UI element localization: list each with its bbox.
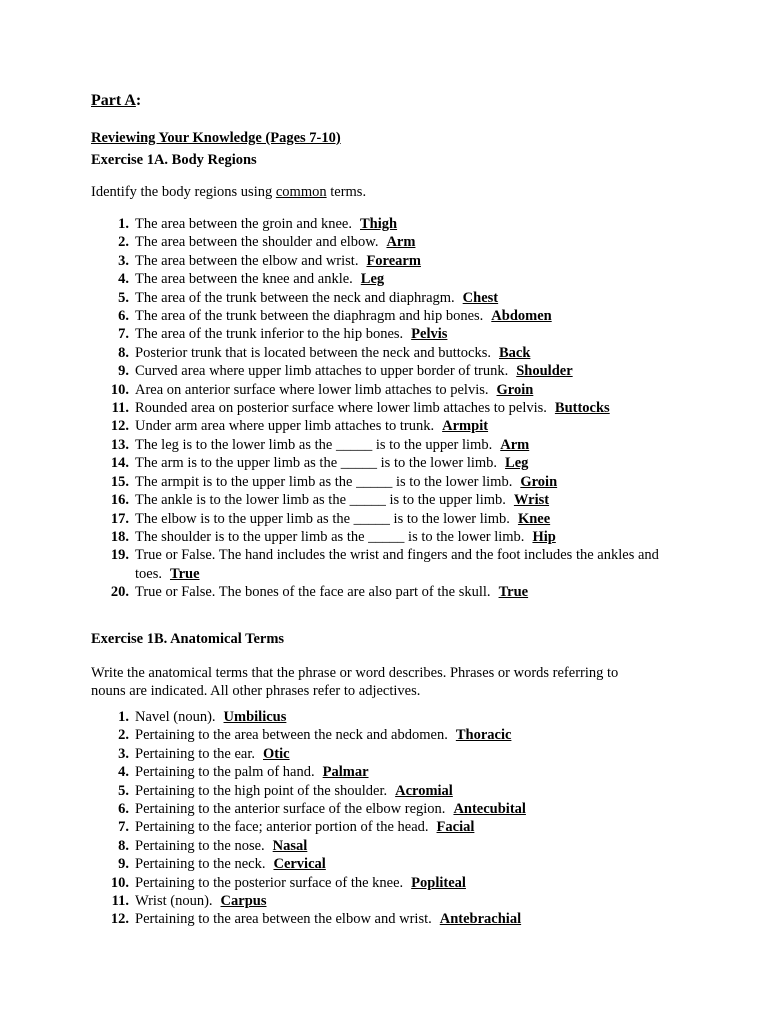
list-item	[91, 800, 711, 818]
item-question: Pertaining to the neck.	[135, 856, 266, 873]
item-answer: Pelvis	[411, 326, 448, 343]
exercise-1a-list	[91, 215, 711, 602]
item-number: 8.	[118, 344, 129, 361]
item-question: Wrist (noun).	[135, 893, 213, 910]
item-answer: Arm	[500, 436, 530, 453]
item-answer: Leg	[360, 271, 385, 288]
item-number: 5.	[118, 289, 129, 306]
list-item	[91, 270, 711, 288]
item-answer: Carpus	[220, 893, 267, 910]
item-question: Under arm area where upper limb attaches to trunk.	[135, 418, 435, 435]
list-item	[91, 837, 711, 855]
item-question: The shoulder is to the upper limb as the _____ is to the lower limb.	[135, 528, 525, 545]
item-question: Pertaining to the area between the neck and abdomen.	[135, 727, 448, 744]
list-item	[91, 528, 711, 546]
item-number: 19.	[110, 547, 129, 564]
list-item	[91, 763, 711, 781]
item-question: Navel (noun).	[135, 709, 216, 725]
item-number: 7.	[118, 326, 129, 343]
section-heading-text: Reviewing Your Knowledge (Pages 7-10)	[91, 130, 341, 146]
item-number: 11.	[111, 893, 129, 910]
item-number: 17.	[110, 510, 129, 527]
exercise-1b-intro	[91, 664, 618, 700]
intro-1b-line1: Write the anatomical terms that the phrase or word describes. Phrases or words referring to	[91, 665, 619, 681]
item-answer: Thigh	[360, 216, 398, 232]
list-item	[91, 491, 711, 509]
list-item	[91, 726, 711, 744]
item-answer: Nasal	[272, 837, 308, 854]
item-number: 13.	[110, 436, 129, 453]
intro-1b-line2: nouns are indicated. All other phrases refer to adjectives.	[91, 683, 421, 699]
list-item	[91, 307, 711, 325]
item-number: 14.	[110, 455, 129, 472]
item-answer: Wrist	[513, 492, 550, 509]
item-number: 10.	[110, 874, 129, 891]
list-item	[91, 708, 711, 726]
exercise-1b-list	[91, 708, 711, 929]
intro-underlined-word: common	[275, 184, 327, 200]
list-item	[91, 289, 711, 307]
item-answer: Acromial	[395, 782, 453, 799]
item-question: Area on anterior surface where lower limb attaches to pelvis.	[135, 381, 489, 398]
item-question: True or False. The hand includes the wrist and fingers and the foot includes the ankles and toes.	[135, 547, 659, 582]
intro-text-a: Identify the body regions using	[91, 184, 276, 200]
item-number: 9.	[118, 363, 129, 380]
item-question: Pertaining to the area between the elbow and wrist.	[135, 911, 432, 928]
list-item	[91, 583, 711, 601]
list-item	[91, 855, 711, 873]
item-answer: Popliteal	[411, 874, 466, 891]
list-item	[91, 233, 711, 251]
item-number: 7.	[118, 819, 129, 836]
item-answer: Shoulder	[516, 363, 573, 380]
item-answer: Arm	[386, 234, 416, 251]
item-answer: Hip	[532, 528, 556, 545]
list-item	[91, 362, 711, 380]
list-item	[91, 436, 711, 454]
item-question: The area between the knee and ankle.	[135, 271, 353, 288]
item-number: 6.	[118, 308, 129, 325]
item-answer: Back	[498, 344, 531, 361]
item-answer: Cervical	[273, 856, 326, 873]
exercise-1a-title: Exercise 1A. Body Regions	[91, 152, 257, 168]
item-number: 8.	[118, 837, 129, 854]
item-question: The area between the elbow and wrist.	[135, 252, 359, 269]
item-number: 9.	[118, 856, 129, 873]
item-number: 12.	[110, 418, 129, 435]
item-question: Pertaining to the anterior surface of the elbow region.	[135, 801, 446, 818]
item-answer: Groin	[520, 473, 558, 490]
list-item	[91, 417, 711, 435]
item-number: 2.	[118, 727, 129, 744]
item-number: 4.	[118, 271, 129, 288]
list-item	[91, 473, 711, 491]
list-item	[91, 399, 711, 417]
list-item	[91, 454, 711, 472]
exercise-1a-intro	[91, 183, 366, 201]
item-answer: Groin	[496, 381, 534, 398]
list-item	[91, 782, 711, 800]
item-question: The elbow is to the upper limb as the _____ is to the lower limb.	[135, 510, 510, 527]
item-question: The area of the trunk inferior to the hip bones.	[135, 326, 404, 343]
item-question: The ankle is to the lower limb as the _____ is to the upper limb.	[135, 492, 506, 509]
item-answer: Leg	[505, 455, 529, 472]
item-number: 5.	[118, 782, 129, 799]
section-heading	[91, 130, 341, 147]
item-number: 12.	[110, 911, 129, 928]
item-question: Pertaining to the palm of hand.	[135, 764, 315, 781]
list-item	[91, 252, 711, 270]
item-answer: Armpit	[442, 418, 489, 435]
item-answer: True	[498, 584, 529, 601]
item-number: 11.	[111, 400, 129, 417]
item-question: The area between the shoulder and elbow.	[135, 234, 379, 251]
item-answer: Facial	[436, 819, 475, 836]
list-item	[91, 215, 711, 233]
list-item	[91, 874, 711, 892]
item-number: 10.	[110, 381, 129, 398]
item-number: 1.	[118, 216, 129, 232]
item-question: The arm is to the upper limb as the _____ is to the lower limb.	[135, 455, 498, 472]
item-number: 1.	[118, 709, 129, 725]
intro-text-b: terms.	[326, 184, 367, 200]
item-answer: Thoracic	[455, 727, 512, 744]
item-number: 3.	[118, 252, 129, 269]
item-answer: Knee	[517, 510, 551, 527]
list-item	[91, 510, 711, 528]
item-number: 20.	[110, 584, 129, 601]
item-answer: Palmar	[322, 764, 369, 781]
item-answer: Buttocks	[554, 400, 610, 417]
item-answer: Antecubital	[453, 801, 526, 818]
item-question: The area of the trunk between the neck and diaphragm.	[135, 289, 455, 306]
list-item	[91, 344, 711, 362]
item-answer: Forearm	[366, 252, 421, 269]
item-number: 3.	[118, 745, 129, 762]
item-question: Pertaining to the posterior surface of the knee.	[135, 874, 404, 891]
item-question: Pertaining to the ear.	[135, 745, 255, 762]
item-answer: Abdomen	[491, 308, 552, 325]
part-title	[91, 92, 141, 110]
item-number: 6.	[118, 801, 129, 818]
item-number: 4.	[118, 764, 129, 781]
list-item	[91, 546, 711, 583]
item-question: The area of the trunk between the diaphragm and hip bones.	[135, 308, 484, 325]
item-answer: Antebrachial	[439, 911, 522, 928]
item-answer: Otic	[263, 745, 290, 762]
item-answer: Chest	[462, 289, 499, 306]
item-question: The leg is to the lower limb as the _____ is to the upper limb.	[135, 436, 493, 453]
exercise-1b-title: Exercise 1B. Anatomical Terms	[91, 631, 285, 647]
list-item	[91, 910, 711, 928]
list-item	[91, 325, 711, 343]
item-number: 16.	[110, 492, 129, 509]
list-item	[91, 381, 711, 399]
item-number: 18.	[110, 528, 129, 545]
list-item	[91, 892, 711, 910]
item-answer: Umbilicus	[223, 709, 287, 725]
item-question: True or False. The bones of the face are also part of the skull.	[135, 584, 491, 601]
item-question: The armpit is to the upper limb as the _____ is to the lower limb.	[135, 473, 513, 490]
item-question: Pertaining to the nose.	[135, 837, 265, 854]
item-question: Pertaining to the high point of the shoulder.	[135, 782, 388, 799]
item-question: Curved area where upper limb attaches to upper border of trunk.	[135, 363, 509, 380]
list-item	[91, 745, 711, 763]
list-item	[91, 818, 711, 836]
item-question: Pertaining to the face; anterior portion of the head.	[135, 819, 429, 836]
item-question: Posterior trunk that is located between the neck and buttocks.	[135, 344, 491, 361]
item-answer: True	[169, 565, 200, 582]
item-question: The area between the groin and knee.	[135, 216, 352, 232]
item-number: 15.	[110, 473, 129, 490]
part-colon: :	[135, 92, 142, 109]
item-number: 2.	[118, 234, 129, 251]
item-question: Rounded area on posterior surface where lower limb attaches to pelvis.	[135, 400, 547, 417]
part-label: Part A	[91, 92, 136, 109]
